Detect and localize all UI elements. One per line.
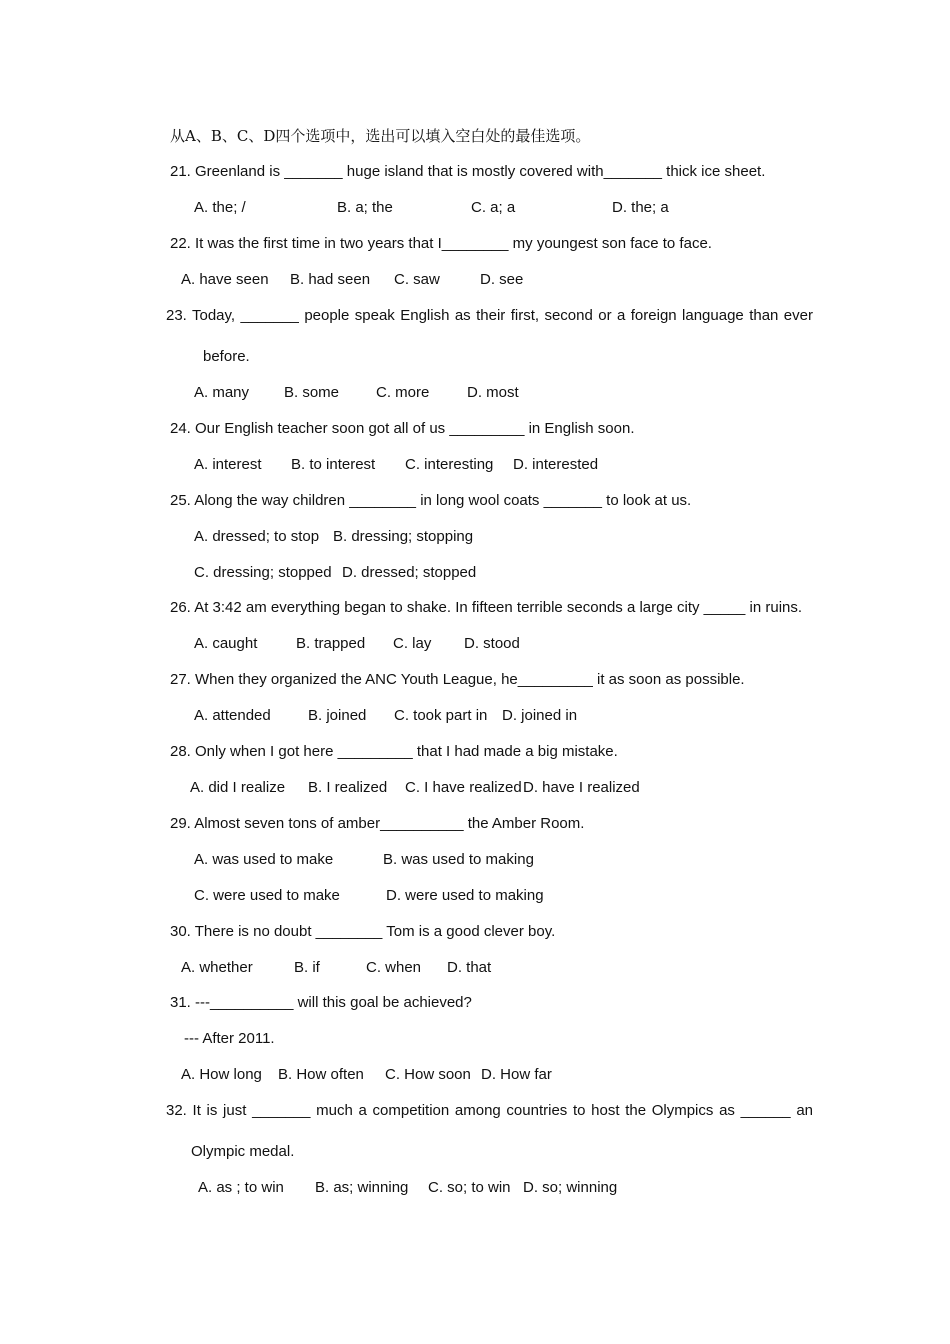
q23-option-d: D. most: [467, 384, 519, 401]
question-28-stem: 28. Only when I got here _________ that I had made a big mistake.: [170, 743, 618, 760]
q31-option-a: A. How long: [181, 1066, 262, 1083]
q30-option-a: A. whether: [181, 959, 253, 976]
q32-option-b: B. as; winning: [315, 1179, 409, 1196]
q29-option-a: A. was used to make: [194, 851, 334, 868]
q25-option-a: A. dressed; to stop: [194, 528, 320, 545]
q29-option-c: C. were used to make: [194, 887, 340, 904]
q30-option-c: C. when: [366, 959, 422, 976]
question-31-reply: --- After 2011.: [184, 1030, 275, 1047]
q28-option-a: A. did I realize: [190, 779, 286, 796]
q21-option-d: D. the; a: [612, 199, 669, 216]
question-32-stem-cont: Olympic medal.: [191, 1143, 295, 1160]
question-32-stem: 32. It is just _______ much a competition among countries to host the Olympics as ______ an: [166, 1102, 813, 1119]
q22-option-c: C. saw: [394, 271, 440, 288]
q23-option-b: B. some: [284, 384, 340, 401]
q24-option-c: C. interesting: [405, 456, 494, 473]
question-25-stem: 25. Along the way children ________ in long wool coats _______ to look at us.: [170, 492, 692, 509]
q27-option-b: B. joined: [308, 707, 367, 724]
q30-option-d: D. that: [447, 959, 492, 976]
q29-option-d: D. were used to making: [386, 887, 544, 904]
q25-option-c: C. dressing; stopped: [194, 564, 332, 581]
question-29-stem: 29. Almost seven tons of amber__________ the Amber Room.: [170, 815, 585, 832]
q31-option-b: B. How often: [278, 1066, 364, 1083]
q32-option-a: A. as ; to win: [198, 1179, 284, 1196]
question-24-stem: 24. Our English teacher soon got all of us _________ in English soon.: [170, 420, 635, 437]
q22-option-d: D. see: [480, 271, 524, 288]
q29-option-b: B. was used to making: [383, 851, 534, 868]
question-22-stem: 22. It was the first time in two years that I________ my youngest son face to face.: [170, 235, 712, 252]
question-30-stem: 30. There is no doubt ________ Tom is a good clever boy.: [170, 923, 556, 940]
q22-option-a: A. have seen: [181, 271, 269, 288]
q26-option-b: B. trapped: [296, 635, 366, 652]
q28-option-c: C. I have realized: [405, 779, 522, 796]
q30-option-b: B. if: [294, 959, 320, 976]
question-27-stem: 27. When they organized the ANC Youth League, he_________ it as soon as possible.: [170, 671, 745, 688]
question-31-stem: 31. ---__________ will this goal be achieved?: [170, 994, 472, 1011]
q21-option-b: B. a; the: [337, 199, 393, 216]
q25-option-b: B. dressing; stopping: [333, 528, 474, 545]
q26-option-d: D. stood: [464, 635, 520, 652]
q28-option-b: B. I realized: [308, 779, 388, 796]
q21-option-a: A. the; /: [194, 199, 246, 216]
q27-option-d: D. joined in: [502, 707, 578, 724]
q32-option-d: D. so; winning: [523, 1179, 618, 1196]
q24-option-d: D. interested: [513, 456, 599, 473]
question-23-stem: 23. Today, _______ people speak English as their first, second or a foreign language than ever: [166, 307, 813, 324]
q24-option-a: A. interest: [194, 456, 262, 473]
q23-option-c: C. more: [376, 384, 430, 401]
q23-option-a: A. many: [194, 384, 250, 401]
q26-option-c: C. lay: [393, 635, 432, 652]
q31-option-d: D. How far: [481, 1066, 552, 1083]
q25-option-d: D. dressed; stopped: [342, 564, 477, 581]
q24-option-b: B. to interest: [291, 456, 376, 473]
q27-option-c: C. took part in: [394, 707, 488, 724]
q31-option-c: C. How soon: [385, 1066, 471, 1083]
question-21-stem: 21. Greenland is _______ huge island that is mostly covered with_______ thick ice sheet.: [170, 163, 766, 180]
question-23-stem-cont: before.: [203, 348, 250, 365]
instruction: 从A、B、C、D四个选项中，选出可以填入空白处的最佳选项。: [170, 127, 591, 145]
q21-option-c: C. a; a: [471, 199, 516, 216]
q22-option-b: B. had seen: [290, 271, 371, 288]
q32-option-c: C. so; to win: [428, 1179, 511, 1196]
q28-option-d: D. have I realized: [523, 779, 640, 796]
question-26-stem: 26. At 3:42 am everything began to shake. In fifteen terrible seconds a large city _____ in ruins.: [170, 599, 803, 616]
q26-option-a: A. caught: [194, 635, 258, 652]
q27-option-a: A. attended: [194, 707, 271, 724]
